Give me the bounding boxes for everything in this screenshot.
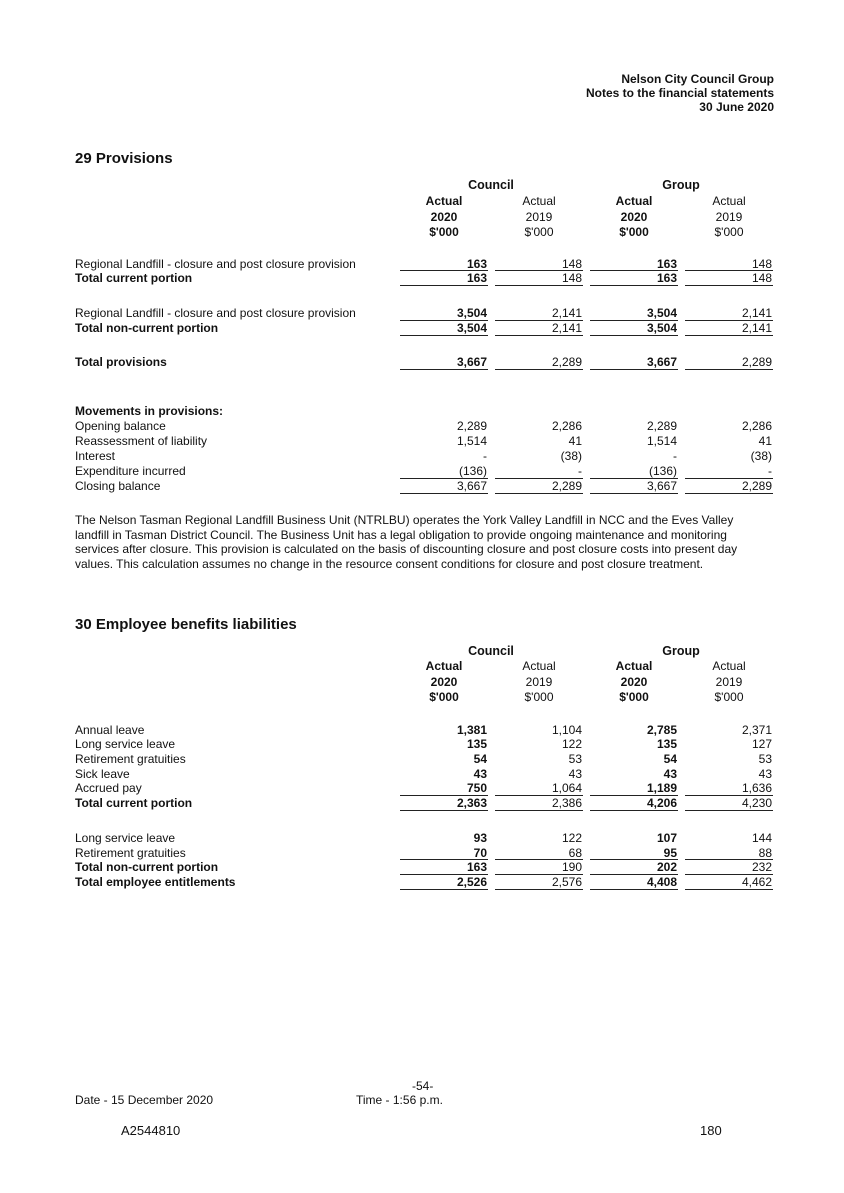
- column-header-council-2019: Actual 2019 $'000: [522, 194, 556, 239]
- provisions-note: The Nelson Tasman Regional Landfill Business Unit (NTRLBU) operates the York Valley Landfill in NCC and the Eves Valley landfill in Tasman District Council. The Business Unit has a legal obligation to provide ongoing maintenance and monitoring services after closure. This provision is calculated on the basis of discounting closure and post closure costs into present day values. This calculation assumes no change in the resource consent conditions for closure and post closure treatment.: [75, 513, 738, 571]
- table-row: Expenditure incurred (136) - (136) -: [75, 464, 772, 478]
- table-row: Accrued pay 750 1,064 1,189 1,636: [75, 781, 772, 795]
- table-row: Retirement gratuities 54 53 54 53: [75, 752, 772, 766]
- table-row: Annual leave 1,381 1,104 2,785 2,371: [75, 723, 772, 737]
- table-row: Opening balance 2,289 2,286 2,289 2,286: [75, 419, 772, 433]
- column-header-group-2020: Actual 2020 $'000: [615, 659, 653, 704]
- table-row-total: Total current portion 2,363 2,386 4,206 4,230: [75, 796, 772, 810]
- table-row: Regional Landfill - closure and post closure provision 163 148 163 148: [75, 257, 772, 271]
- header-date: 30 June 2020: [699, 100, 774, 114]
- table-row: Sick leave 43 43 43 43: [75, 767, 772, 781]
- table-row: Regional Landfill - closure and post closure provision 3,504 2,141 3,504 2,141: [75, 306, 772, 320]
- page-number: -54-: [412, 1079, 434, 1093]
- column-header-council-2020: Actual 2020 $'000: [425, 194, 463, 239]
- column-header-council-2020: Actual 2020 $'000: [425, 659, 463, 704]
- column-group-group: Group: [662, 644, 700, 658]
- column-header-group-2019: Actual 2019 $'000: [712, 659, 746, 704]
- column-header-group-2019: Actual 2019 $'000: [712, 194, 746, 239]
- document-id: A2544810: [121, 1123, 181, 1138]
- table-row: Long service leave 93 122 107 144: [75, 831, 772, 845]
- section-title-employee-benefits: 30 Employee benefits liabilities: [75, 616, 297, 633]
- footer-date: Date - 15 December 2020: [75, 1093, 214, 1107]
- column-group-group: Group: [662, 178, 700, 192]
- table-row: Closing balance 3,667 2,289 3,667 2,289: [75, 479, 772, 493]
- table-row-total: Total non-current portion 3,504 2,141 3,504 2,141: [75, 321, 772, 335]
- column-header-council-2019: Actual 2019 $'000: [522, 659, 556, 704]
- document-page: 180: [700, 1123, 722, 1138]
- column-header-group-2020: Actual 2020 $'000: [615, 194, 653, 239]
- section-title-provisions: 29 Provisions: [75, 150, 173, 167]
- table-row-total: Total provisions 3,667 2,289 3,667 2,289: [75, 355, 772, 369]
- column-group-council: Council: [468, 644, 514, 658]
- movements-heading: Movements in provisions:: [75, 404, 224, 418]
- footer-time: Time - 1:56 p.m.: [356, 1093, 443, 1107]
- column-group-council: Council: [468, 178, 514, 192]
- header-org: Nelson City Council Group: [621, 72, 774, 86]
- table-row: Retirement gratuities 70 68 95 88: [75, 846, 772, 860]
- table-row: Interest - (38) - (38): [75, 449, 772, 463]
- table-row: Reassessment of liability 1,514 41 1,514 41: [75, 434, 772, 448]
- table-row-total: Total current portion 163 148 163 148: [75, 271, 772, 285]
- table-row-total: Total employee entitlements 2,526 2,576 4,408 4,462: [75, 875, 772, 889]
- table-row-total: Total non-current portion 163 190 202 232: [75, 860, 772, 874]
- header-doc-title: Notes to the financial statements: [585, 86, 774, 100]
- table-row: Long service leave 135 122 135 127: [75, 737, 772, 751]
